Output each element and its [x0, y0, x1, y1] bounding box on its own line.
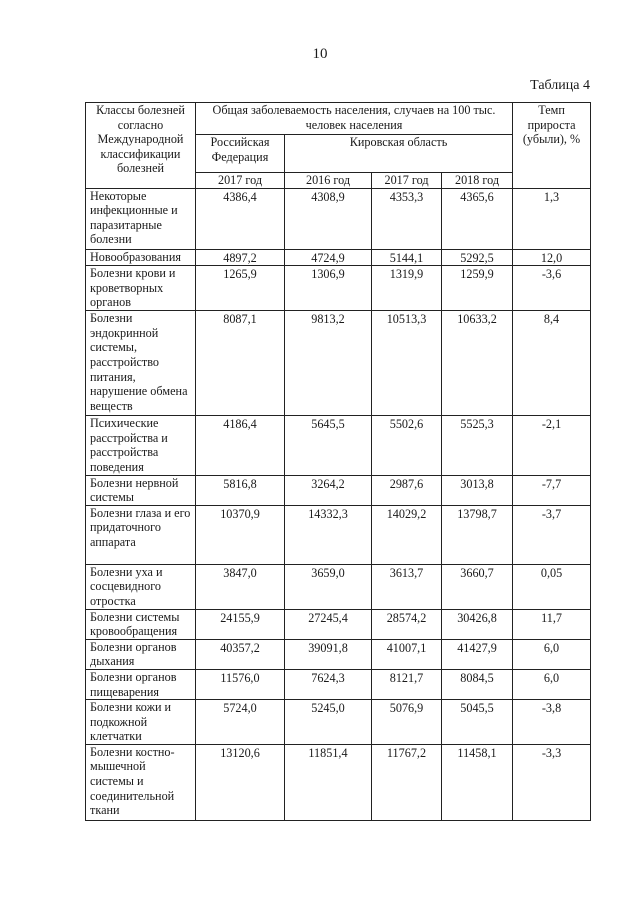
growth-cell: -3,3	[513, 744, 591, 820]
value-cell: 5245,0	[285, 700, 372, 745]
value-cell: 11767,2	[372, 744, 442, 820]
value-cell: 13120,6	[196, 744, 285, 820]
value-cell: 1306,9	[285, 266, 372, 311]
value-cell: 5502,6	[372, 416, 442, 475]
value-cell: 1265,9	[196, 266, 285, 311]
table-row	[86, 700, 591, 745]
value-cell: 4724,9	[285, 249, 372, 266]
value-cell: 10513,3	[372, 311, 442, 416]
table-row	[86, 505, 591, 564]
value-cell: 4897,2	[196, 249, 285, 266]
header-kirov: Кировская область	[285, 135, 513, 173]
value-cell: 1259,9	[442, 266, 513, 311]
header-classes: Классы болезней согласно Международной классификации болезней	[86, 103, 196, 189]
table-row	[86, 744, 591, 820]
header-growth: Темп прироста (убыли), %	[513, 103, 591, 189]
header-year-kirov-2016: 2016 год	[285, 173, 372, 189]
table-caption: Таблица 4	[530, 78, 590, 93]
value-cell: 11851,4	[285, 744, 372, 820]
value-cell: 5076,9	[372, 700, 442, 745]
table-row	[86, 475, 591, 505]
value-cell: 14332,3	[285, 505, 372, 564]
growth-cell: 8,4	[513, 311, 591, 416]
disease-class-cell: Болезни уха и сосцевидного отростка	[86, 564, 196, 609]
value-cell: 10633,2	[442, 311, 513, 416]
value-cell: 10370,9	[196, 505, 285, 564]
table-row	[86, 416, 591, 475]
disease-class-cell: Болезни кожи и подкожной клетчатки	[86, 700, 196, 745]
value-cell: 9813,2	[285, 311, 372, 416]
table-row	[86, 639, 591, 669]
value-cell: 3613,7	[372, 564, 442, 609]
value-cell: 3659,0	[285, 564, 372, 609]
disease-class-cell: Некоторые инфекционные и паразитарные болезни	[86, 188, 196, 249]
growth-cell: -3,6	[513, 266, 591, 311]
growth-cell: 0,05	[513, 564, 591, 609]
header-year-russia-2017: 2017 год	[196, 173, 285, 189]
header-incidence: Общая заболеваемость населения, случаев на 100 тыс. человек населения	[196, 103, 513, 135]
value-cell: 27245,4	[285, 609, 372, 639]
value-cell: 7624,3	[285, 669, 372, 699]
disease-class-cell: Болезни системы кровообращения	[86, 609, 196, 639]
header-russia: Российская Федерация	[196, 135, 285, 173]
growth-cell: 6,0	[513, 639, 591, 669]
disease-class-cell: Болезни органов пищеварения	[86, 669, 196, 699]
table-row	[86, 609, 591, 639]
growth-cell: -3,8	[513, 700, 591, 745]
value-cell: 3264,2	[285, 475, 372, 505]
morbidity-table	[85, 102, 591, 821]
value-cell: 41007,1	[372, 639, 442, 669]
header-year-kirov-2017: 2017 год	[372, 173, 442, 189]
growth-cell: 1,3	[513, 188, 591, 249]
disease-class-cell: Болезни эндокринной системы, расстройство питания, нарушение обмена веществ	[86, 311, 196, 416]
header-year-kirov-2018: 2018 год	[442, 173, 513, 189]
value-cell: 13798,7	[442, 505, 513, 564]
value-cell: 3847,0	[196, 564, 285, 609]
growth-cell: 12,0	[513, 249, 591, 266]
value-cell: 8084,5	[442, 669, 513, 699]
disease-class-cell: Болезни крови и кроветворных органов	[86, 266, 196, 311]
value-cell: 41427,9	[442, 639, 513, 669]
value-cell: 4386,4	[196, 188, 285, 249]
growth-cell: -7,7	[513, 475, 591, 505]
table-row	[86, 564, 591, 609]
value-cell: 5816,8	[196, 475, 285, 505]
growth-cell: -3,7	[513, 505, 591, 564]
value-cell: 5525,3	[442, 416, 513, 475]
growth-cell: 11,7	[513, 609, 591, 639]
header-row-1	[86, 103, 591, 135]
value-cell: 4308,9	[285, 188, 372, 249]
value-cell: 39091,8	[285, 639, 372, 669]
value-cell: 4365,6	[442, 188, 513, 249]
table-row	[86, 311, 591, 416]
disease-class-cell: Новообразования	[86, 249, 196, 266]
value-cell: 28574,2	[372, 609, 442, 639]
disease-class-cell: Болезни глаза и его придаточного аппарата	[86, 505, 196, 564]
table-row	[86, 669, 591, 699]
table-row	[86, 266, 591, 311]
value-cell: 4353,3	[372, 188, 442, 249]
value-cell: 8087,1	[196, 311, 285, 416]
value-cell: 5292,5	[442, 249, 513, 266]
value-cell: 5724,0	[196, 700, 285, 745]
value-cell: 4186,4	[196, 416, 285, 475]
value-cell: 5645,5	[285, 416, 372, 475]
disease-class-cell: Болезни органов дыхания	[86, 639, 196, 669]
growth-cell: 6,0	[513, 669, 591, 699]
disease-class-cell: Болезни костно-мышечной системы и соединительной ткани	[86, 744, 196, 820]
value-cell: 8121,7	[372, 669, 442, 699]
value-cell: 3660,7	[442, 564, 513, 609]
page-number: 10	[312, 46, 328, 62]
disease-class-cell: Болезни нервной системы	[86, 475, 196, 505]
value-cell: 3013,8	[442, 475, 513, 505]
value-cell: 30426,8	[442, 609, 513, 639]
value-cell: 2987,6	[372, 475, 442, 505]
value-cell: 5045,5	[442, 700, 513, 745]
table-row	[86, 249, 591, 266]
disease-class-cell: Психические расстройства и расстройства поведения	[86, 416, 196, 475]
growth-cell: -2,1	[513, 416, 591, 475]
value-cell: 11458,1	[442, 744, 513, 820]
value-cell: 40357,2	[196, 639, 285, 669]
value-cell: 14029,2	[372, 505, 442, 564]
value-cell: 5144,1	[372, 249, 442, 266]
value-cell: 24155,9	[196, 609, 285, 639]
value-cell: 1319,9	[372, 266, 442, 311]
table-row	[86, 188, 591, 249]
value-cell: 11576,0	[196, 669, 285, 699]
